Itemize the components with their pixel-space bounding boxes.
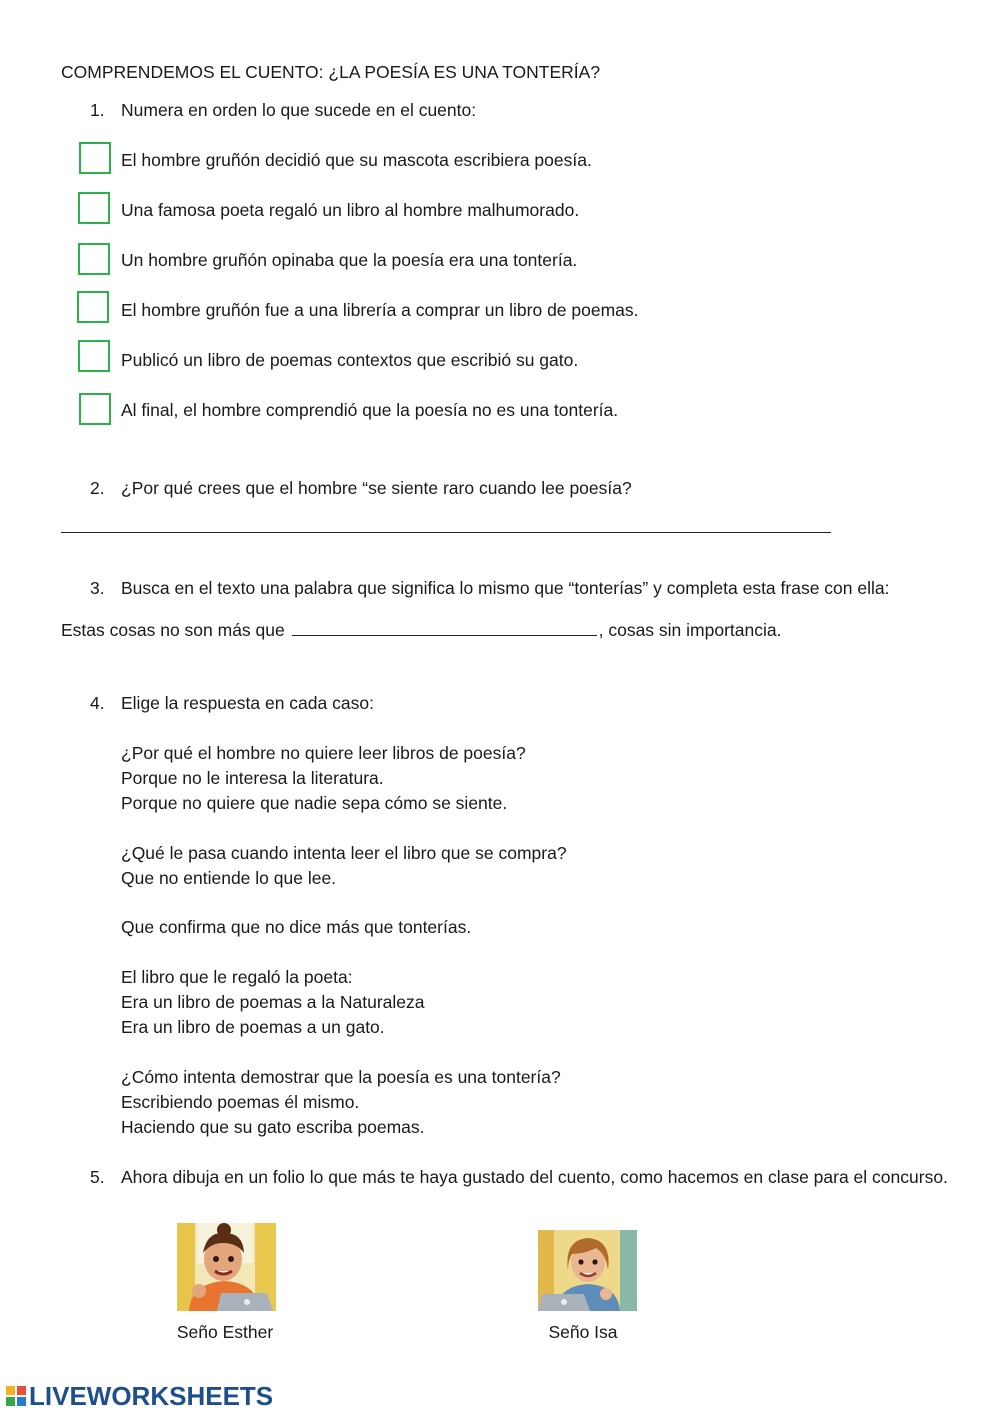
order-box-6[interactable]: [79, 393, 111, 425]
q4b-question: ¿Qué le pasa cuando intenta leer el libro que se compra?: [121, 843, 567, 863]
order-box-4[interactable]: [77, 291, 109, 323]
order-box-3[interactable]: [78, 243, 110, 275]
q4c-option-1[interactable]: Era un libro de poemas a la Naturaleza: [121, 992, 425, 1012]
teacher-esther-name: Seño Esther: [176, 1322, 274, 1342]
liveworksheets-logo: [6, 1382, 273, 1410]
logo-text: LIVEWORKSHEETS: [29, 1381, 274, 1411]
logo-blocks-icon: [6, 1386, 26, 1406]
q4b-option-1[interactable]: Que no entiende lo que lee.: [121, 868, 337, 888]
q4d-option-2[interactable]: Haciendo que su gato escriba poemas.: [121, 1117, 425, 1137]
q4d-option-1[interactable]: Escribiendo poemas él mismo.: [121, 1092, 360, 1112]
q4a-option-1[interactable]: Porque no le interesa la literatura.: [121, 768, 384, 788]
q1-number: 1.: [90, 100, 105, 120]
q4-number: 4.: [90, 693, 105, 713]
q1-item-4: El hombre gruñón fue a una librería a comprar un libro de poemas.: [121, 300, 639, 320]
page-title: COMPRENDEMOS EL CUENTO: ¿LA POESÍA ES UNA TONTERÍA?: [61, 62, 601, 82]
q1-prompt: Numera en orden lo que sucede en el cuento:: [121, 100, 477, 120]
q3-sentence-before: Estas cosas no son más que: [61, 620, 285, 640]
q4a-question: ¿Por qué el hombre no quiere leer libros de poesía?: [121, 743, 526, 763]
q4-prompt: Elige la respuesta en cada caso:: [121, 693, 374, 713]
order-box-2[interactable]: [78, 192, 110, 224]
q1-item-1: El hombre gruñón decidió que su mascota escribiera poesía.: [121, 150, 592, 170]
q2-answer-input[interactable]: [61, 532, 831, 533]
q1-item-3: Un hombre gruñón opinaba que la poesía era una tontería.: [121, 250, 578, 270]
q2-prompt: ¿Por qué crees que el hombre “se siente raro cuando lee poesía?: [121, 478, 632, 498]
q1-item-6: Al final, el hombre comprendió que la poesía no es una tontería.: [121, 400, 619, 420]
q4a-option-2[interactable]: Porque no quiere que nadie sepa cómo se siente.: [121, 793, 508, 813]
q3-sentence-after: , cosas sin importancia.: [598, 620, 782, 640]
q4d-question: ¿Cómo intenta demostrar que la poesía es una tontería?: [121, 1067, 561, 1087]
q5-prompt: Ahora dibuja en un folio lo que más te haya gustado del cuento, como hacemos en clase para el concurso.: [121, 1167, 948, 1187]
teacher-isa-avatar-icon: [538, 1230, 637, 1318]
q2-number: 2.: [90, 478, 105, 498]
q4c-question: El libro que le regaló la poeta:: [121, 967, 353, 987]
q5-number: 5.: [90, 1167, 105, 1187]
teacher-isa-name: Seño Isa: [548, 1322, 618, 1342]
order-box-1[interactable]: [79, 142, 111, 174]
q4c-option-2[interactable]: Era un libro de poemas a un gato.: [121, 1017, 385, 1037]
order-box-5[interactable]: [78, 340, 110, 372]
q4b-option-2[interactable]: Que confirma que no dice más que tonterías.: [121, 917, 472, 937]
q3-prompt: Busca en el texto una palabra que significa lo mismo que “tonterías” y completa esta frase con ella:: [121, 578, 890, 598]
q3-sentence: [61, 619, 781, 640]
q3-blank-input[interactable]: [292, 619, 597, 636]
q3-number: 3.: [90, 578, 105, 598]
q1-item-2: Una famosa poeta regaló un libro al hombre malhumorado.: [121, 200, 580, 220]
teacher-esther-avatar-icon: [177, 1223, 276, 1311]
q1-item-5: Publicó un libro de poemas contextos que escribió su gato.: [121, 350, 579, 370]
